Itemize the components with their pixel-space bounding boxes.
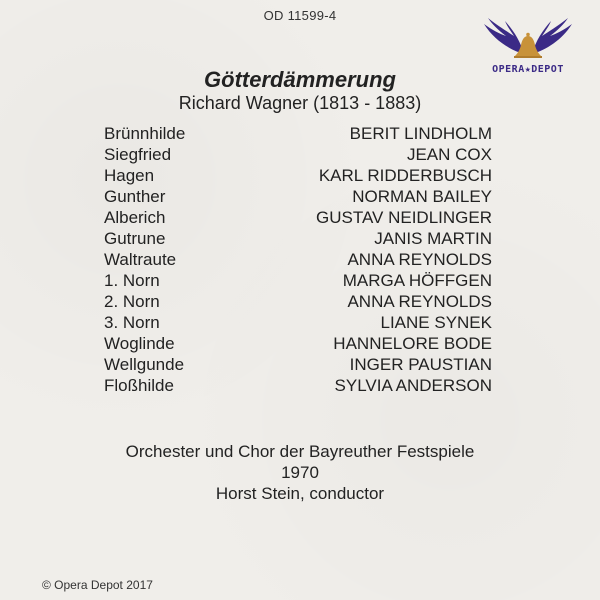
singer-name: ANNA REYNOLDS (347, 250, 492, 269)
role-name: Hagen (104, 166, 155, 185)
singer-name: JANIS MARTIN (374, 229, 492, 248)
logo-text: OPERA★DEPOT (492, 64, 564, 75)
role-name: Alberich (104, 208, 166, 227)
cast-row (104, 333, 492, 354)
singer-name: NORMAN BAILEY (352, 187, 492, 206)
singer-name: HANNELORE BODE (333, 334, 492, 353)
role-name: 3. Norn (104, 313, 160, 332)
cast-list (104, 123, 492, 396)
singer-name: GUSTAV NEIDLINGER (315, 208, 492, 227)
role-name: 1. Norn (104, 271, 160, 290)
singer-name: JEAN COX (406, 145, 492, 164)
role-name: Waltraute (104, 250, 177, 269)
singer-name: ANNA REYNOLDS (347, 292, 492, 311)
role-name: Brünnhilde (104, 124, 186, 143)
cast-row (104, 228, 492, 249)
singer-name: MARGA HÖFFGEN (342, 271, 492, 290)
copyright-notice: © Opera Depot 2017 (42, 578, 153, 592)
role-name: Wellgunde (104, 355, 185, 374)
singer-name: SYLVIA ANDERSON (334, 376, 492, 395)
credits-block (0, 441, 600, 504)
singer-name: INGER PAUSTIAN (349, 355, 492, 374)
cast-row (104, 144, 492, 165)
role-name: Floßhilde (104, 376, 174, 395)
conductor-line: Horst Stein, conductor (215, 484, 385, 503)
cast-row (104, 165, 492, 186)
cast-row (104, 270, 492, 291)
singer-name: BERIT LINDHOLM (349, 124, 492, 143)
orchestra-line: Orchester und Chor der Bayreuther Festspiele (125, 442, 475, 461)
singer-name: LIANE SYNEK (380, 313, 492, 332)
cast-row (104, 207, 492, 228)
role-name: Gunther (104, 187, 166, 206)
role-name: 2. Norn (104, 292, 160, 311)
catalog-number: OD 11599-4 (263, 8, 337, 23)
cast-row (104, 249, 492, 270)
role-name: Siegfried (104, 145, 172, 164)
singer-name: KARL RIDDERBUSCH (318, 166, 492, 185)
role-name: Woglinde (104, 334, 175, 353)
opera-title: Götterdämmerung (204, 67, 396, 92)
cast-row (104, 123, 492, 144)
role-name: Gutrune (104, 229, 166, 248)
cast-row (104, 291, 492, 312)
cast-row (104, 312, 492, 333)
composer-line: Richard Wagner (1813 - 1883) (178, 93, 422, 113)
cast-row (104, 354, 492, 375)
cast-row (104, 375, 492, 396)
year-line: 1970 (281, 463, 319, 482)
cast-row (104, 186, 492, 207)
